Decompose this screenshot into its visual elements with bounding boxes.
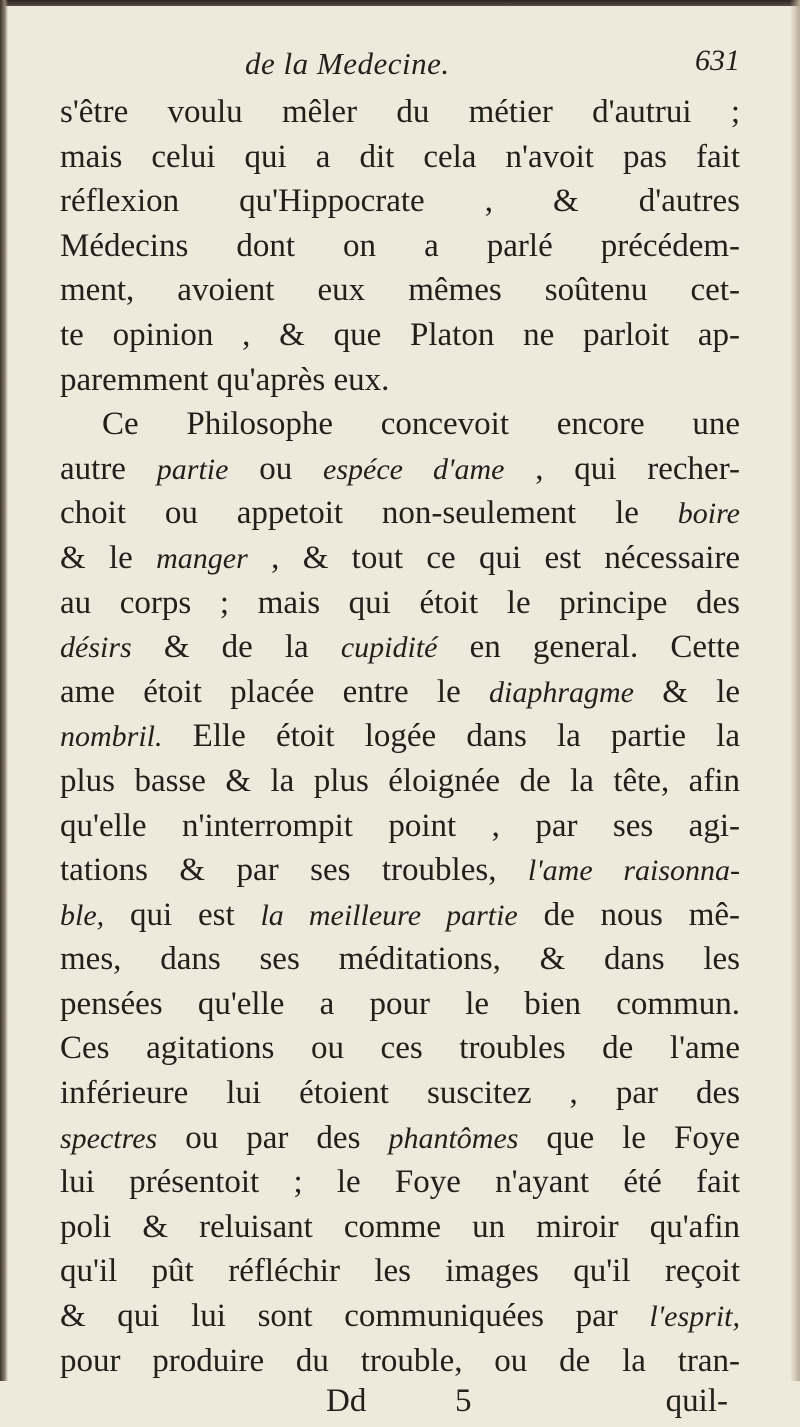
page-edge-right — [790, 0, 800, 1381]
text-segment: tations & par ses troubles, — [60, 852, 528, 889]
text-segment: plus basse & la plus éloignée de la tête, afin — [60, 762, 740, 799]
text-line — [60, 937, 740, 982]
binding-shadow — [0, 0, 8, 1381]
running-head — [60, 44, 740, 90]
text-line — [60, 1026, 740, 1071]
italic-segment: phantômes — [388, 1121, 519, 1155]
text-segment: ou par des — [157, 1119, 389, 1156]
italic-segment: manger — [156, 541, 248, 575]
text-segment: choit ou appetoit non-seulement le — [60, 495, 678, 532]
italic-segment: boire — [677, 497, 740, 531]
italic-segment: l'ame raisonna- — [527, 854, 741, 888]
text-segment: & de la — [131, 629, 341, 666]
text-segment: s'être voulu mêler du métier d'autrui ; — [60, 94, 740, 130]
text-line — [60, 714, 740, 759]
page-edge-top — [0, 0, 800, 6]
text-segment: & le — [633, 673, 741, 710]
text-line — [60, 90, 740, 135]
italic-segment: désirs — [60, 631, 132, 665]
text-segment: autre — [60, 450, 157, 487]
text-segment: en general. Cette — [437, 629, 740, 666]
text-segment: qui est — [104, 896, 261, 933]
text-segment: pour produire du trouble, ou de la tran- — [60, 1342, 740, 1379]
text-line — [60, 313, 740, 358]
italic-segment: ble, — [60, 898, 105, 932]
text-segment: Médecins dont on a parlé précédem- — [60, 227, 740, 264]
text-segment: inférieure lui étoient suscitez , par des — [60, 1075, 740, 1112]
text-line — [60, 135, 740, 180]
text-line — [60, 491, 740, 536]
text-segment: & le — [60, 539, 157, 576]
text-line — [60, 670, 740, 715]
text-segment: qu'il pût réfléchir les images qu'il reçoit — [60, 1253, 740, 1290]
italic-segment: la meilleure partie — [260, 898, 518, 932]
text-segment: & qui lui sont communiquées par — [60, 1298, 650, 1335]
text-segment: lui présentoit ; le Foye n'ayant été fait — [60, 1164, 740, 1201]
page-footer — [60, 1383, 740, 1427]
text-segment: Elle étoit logée dans la partie la — [162, 718, 740, 755]
text-line — [60, 224, 740, 269]
text-segment: que le Foye — [518, 1119, 740, 1156]
text-line — [60, 1071, 740, 1116]
text-segment: au corps ; mais qui étoit le principe des — [60, 584, 740, 621]
text-line — [60, 179, 740, 224]
text-line — [60, 982, 740, 1027]
text-segment: mes, dans ses méditations, & dans les — [60, 941, 740, 978]
running-title: de la Medecine. — [245, 46, 450, 81]
book-page — [60, 44, 740, 1427]
text-line — [60, 536, 740, 581]
text-line — [60, 447, 740, 492]
italic-segment: spectres — [60, 1121, 158, 1155]
text-line — [60, 759, 740, 804]
text-line — [60, 1249, 740, 1294]
gathering-number: 5 — [455, 1383, 472, 1420]
text-line — [60, 1339, 740, 1384]
body-text — [60, 90, 740, 1383]
text-segment: , qui recher- — [504, 450, 741, 487]
text-line — [60, 625, 740, 670]
italic-segment: nombril. — [60, 720, 163, 754]
text-segment: ame étoit placée entre le — [60, 673, 489, 710]
text-segment: de nous mê- — [517, 896, 740, 933]
text-line — [60, 1294, 740, 1339]
text-line — [60, 1205, 740, 1250]
text-line — [60, 1160, 740, 1205]
text-segment: ment, avoient eux mêmes soûtenu cet- — [60, 272, 740, 309]
text-segment: Ce Philosophe concevoit encore une — [102, 406, 740, 443]
italic-segment: diaphragme — [488, 675, 634, 709]
text-line — [60, 893, 740, 938]
text-segment: réflexion qu'Hippocrate , & d'autres — [60, 183, 740, 220]
text-segment: pensées qu'elle a pour le bien commun. — [60, 985, 740, 1022]
text-line — [60, 268, 740, 313]
text-line — [60, 804, 740, 849]
text-segment: poli & reluisant comme un miroir qu'afin — [60, 1208, 740, 1245]
text-line — [60, 848, 740, 893]
italic-segment: partie — [156, 452, 229, 486]
page-number: 631 — [695, 44, 740, 77]
italic-segment: cupidité — [340, 631, 438, 665]
signature-mark: Dd — [326, 1383, 367, 1420]
catchword: quil- — [665, 1383, 728, 1420]
text-line — [60, 1116, 740, 1161]
text-segment: ou — [228, 450, 324, 487]
text-segment: te opinion , & que Platon ne parloit ap- — [60, 316, 740, 353]
text-line — [60, 402, 740, 447]
text-segment: Ces agitations ou ces troubles de l'ame — [60, 1030, 740, 1067]
text-line — [60, 581, 740, 626]
text-segment: qu'elle n'interrompit point , par ses agi- — [60, 807, 740, 844]
text-segment: paremment qu'après eux. — [60, 361, 390, 398]
text-segment: mais celui qui a dit cela n'avoit pas fait — [60, 138, 740, 175]
text-segment: , & tout ce qui est nécessaire — [247, 539, 741, 576]
italic-segment: l'esprit, — [649, 1300, 740, 1334]
text-line — [60, 358, 740, 403]
italic-segment: espéce d'ame — [323, 452, 505, 486]
